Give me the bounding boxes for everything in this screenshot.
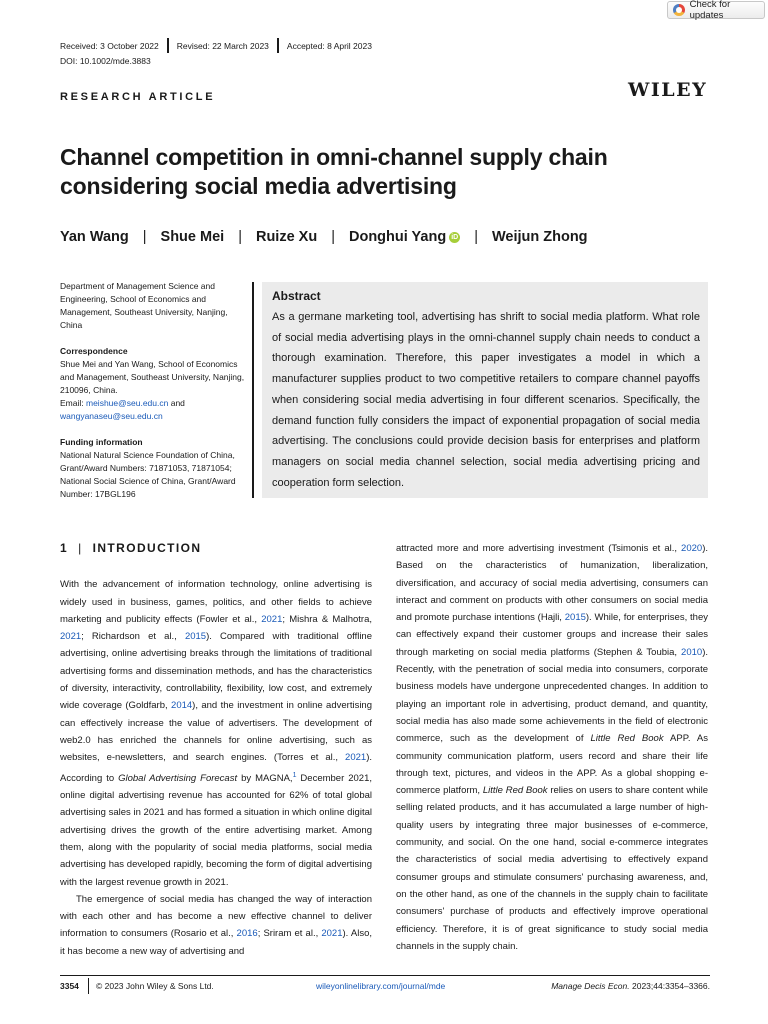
citation-link[interactable]: 2020: [681, 543, 703, 554]
divider: [167, 38, 169, 53]
author-separator: |: [238, 229, 242, 245]
divider: [277, 38, 279, 53]
citation-link[interactable]: 2021: [60, 631, 82, 643]
citation-link[interactable]: 2016: [236, 928, 258, 940]
accepted-date: Accepted: 8 April 2023: [286, 40, 372, 51]
article-info: [60, 280, 250, 501]
correspondence-text: [60, 358, 250, 423]
correspondence-heading: Correspondence: [60, 346, 128, 356]
journal-url-link[interactable]: wileyonlinelibrary.com/journal/mde: [316, 981, 446, 991]
abstract-box: [262, 282, 708, 498]
funding-text: National Natural Science Foundation of China, Grant/Award Numbers: 71871053, 71871054; National Social Science of China, Grant/Award Number: 17BGL196: [60, 450, 236, 499]
author-name: Weijun Zhong: [491, 229, 588, 245]
copyright: © 2023 John Wiley & Sons Ltd.: [96, 981, 214, 991]
revised-date: Revised: 22 March 2023: [176, 40, 269, 51]
article-type: RESEARCH ARTICLE: [60, 91, 216, 103]
section-heading: [60, 540, 372, 557]
divider: [252, 282, 254, 498]
citation-link[interactable]: 2021: [261, 613, 283, 625]
email-label: Email:: [60, 398, 84, 408]
funding-heading: Funding information: [60, 437, 143, 447]
author-name: Shue Mei: [160, 229, 225, 245]
author-separator: |: [474, 229, 478, 245]
paragraph: attracted more and more advertising investment (Tsimonis et al., 2020). Based on the characteristics of humanization, liberalization, diversification, and accuracy of social media advertising, consumers can interact and comment on products with other consumers on social media and promote purchase intentions (Hajli, 2015). While, for enterprises, they can effectively expand their customer groups and increase their sales through marketing on social media platforms (Stephen & Toubia, 2010). Recently, with the penetration of social media into consumers, corporate business models have undergone unprecedented changes. In addition to playing an important role in advertising, product demand, and quantity, social media has also made some achievements in the field of electronic commerce, such as the development of Little Red Book APP. As community communication platform, users record and share their life through text, pictures, and videos in the APP. As a global shopping e-commerce platform, Little Red Book relies on users to share content while selling related products, and it has accumulated a large number of high-quality users by integrating three major businesses of e-commerce, community, and social. On the one hand, social e-commerce integrates the characteristics of social media advertising to effectively expand consumer groups and stimulate consumers' purchasing awareness, and, on the other hand, as one of the channels in the supply chain to facilitate consumers' purchase of products and effectively improve operational efficiency. Therefore, it is of great significance to study social media channels in the supply chain.: [396, 543, 708, 952]
received-date: Received: 3 October 2022: [60, 40, 159, 51]
abstract-text: As a germane marketing tool, advertising has shrift to social media platform. What role of social media advertising plays in the omni-channel supply chain needs to conduct a thorough examination. Therefore, this paper investigates a model in which a manufacturer supplies product to two competitive retailers to compare channel payoffs when considering social media advertising in four different scenarios. Specifically, the demand function fully considers the impact of exponential propagation of social media advertising. The conclusions could provide decision basis for enterprises and platform managers on social media channel selection, social media advertising pricing and cooperation form selection.: [272, 311, 700, 489]
citation-volume: 2023;44:3354–3366.: [632, 981, 710, 991]
email-link[interactable]: meishue@seu.edu.cn: [86, 398, 169, 408]
author-name: Donghui Yang: [348, 229, 447, 245]
affiliation: Department of Management Science and Engineering, School of Economics and Management, Southeast University, Nanjing, China: [60, 281, 228, 330]
italic-text: Global Advertising Forecast: [118, 772, 238, 784]
email-and: and: [170, 398, 185, 408]
citation-link[interactable]: 2021: [345, 752, 367, 764]
correspondence-address: Shue Mei and Yan Wang, School of Economics and Management, Southeast University, Nanjing, 210096, China.: [60, 359, 245, 395]
author-name: Yan Wang: [60, 229, 129, 245]
paragraph: With the advancement of information technology, online advertising is widely used in business, games, politics, and other fields to achieve marketing and publicity effects (Fowler et al., 2021; Mishra & Malhotra, 2021; Richardson et al., 2015). Compared with traditional offline advertising, online advertising breaks through the limitations of traditional advertising forms and dissemination methods, and has the characteristics of diversity, interactivity, controllability, flexibility, low cost, and extremely wide coverage (Goldfarb, 2014), and the investment in online advertising can effectively increase the value of advertisers. The development of web2.0 has enriched the channels for online advertising, such as websites, e-newsletters, and search engines. (Torres et al., 2021). According to Global Advertising Forecast by MAGNA,$^1$ December 2021, online digital advertising revenue has accounted for 62% of total global advertising sales in 2021 and has formed a situation in which online digital advertising drives the growth of the entire advertising market. Among them, along with the popularity of social media platforms, social media advertising has developed rapidly, becoming the form of digital advertising with the largest revenue growth in 2021.: [60, 579, 373, 888]
author-separator: |: [142, 229, 147, 245]
article-dates: [60, 38, 372, 53]
crossmark-icon: [673, 4, 685, 16]
abstract-heading: Abstract: [272, 289, 321, 303]
publisher-logo: WILEY: [628, 79, 708, 101]
citation: [551, 981, 710, 991]
right-column: [396, 540, 708, 955]
left-column: [60, 540, 372, 960]
citation-link[interactable]: 2014: [171, 700, 193, 712]
citation-link[interactable]: 2015: [184, 631, 207, 643]
section-separator: |: [78, 541, 83, 555]
divider: [88, 978, 89, 994]
italic-text: Little Red Book: [590, 733, 664, 745]
page-number: 3354: [60, 981, 79, 991]
section-number: 1: [60, 541, 69, 555]
paragraph: The emergence of social media has changed the way of interaction with each other and has become a new effective channel to deliver information to consumers (Rosario et al., 2016; Sriram et al., 2021). Also, it has become a new way of advertising and: [60, 893, 372, 957]
footnote-ref[interactable]: 1: [292, 771, 297, 779]
section-title: INTRODUCTION: [92, 541, 202, 555]
author-list: [60, 229, 588, 245]
check-for-updates-label: Check for updates: [689, 0, 731, 21]
author-name: Ruize Xu: [255, 229, 318, 245]
doi: DOI: 10.1002/mde.3883: [60, 56, 151, 66]
journal-name: Manage Decis Econ.: [551, 981, 630, 991]
paper-title: Channel competition in omni-channel supply chain considering social media advertising: [60, 144, 608, 199]
check-for-updates-button[interactable]: [667, 1, 765, 19]
author-separator: |: [331, 229, 335, 245]
page-footer: [60, 975, 710, 996]
email-link[interactable]: wangyanaseu@seu.edu.cn: [60, 411, 163, 421]
citation-link[interactable]: 2015: [564, 612, 586, 624]
citation-link[interactable]: 2021: [321, 928, 343, 940]
citation-link[interactable]: 2010: [681, 646, 703, 658]
italic-text: Little Red Book: [482, 785, 548, 797]
orcid-icon[interactable]: iD: [451, 233, 459, 241]
